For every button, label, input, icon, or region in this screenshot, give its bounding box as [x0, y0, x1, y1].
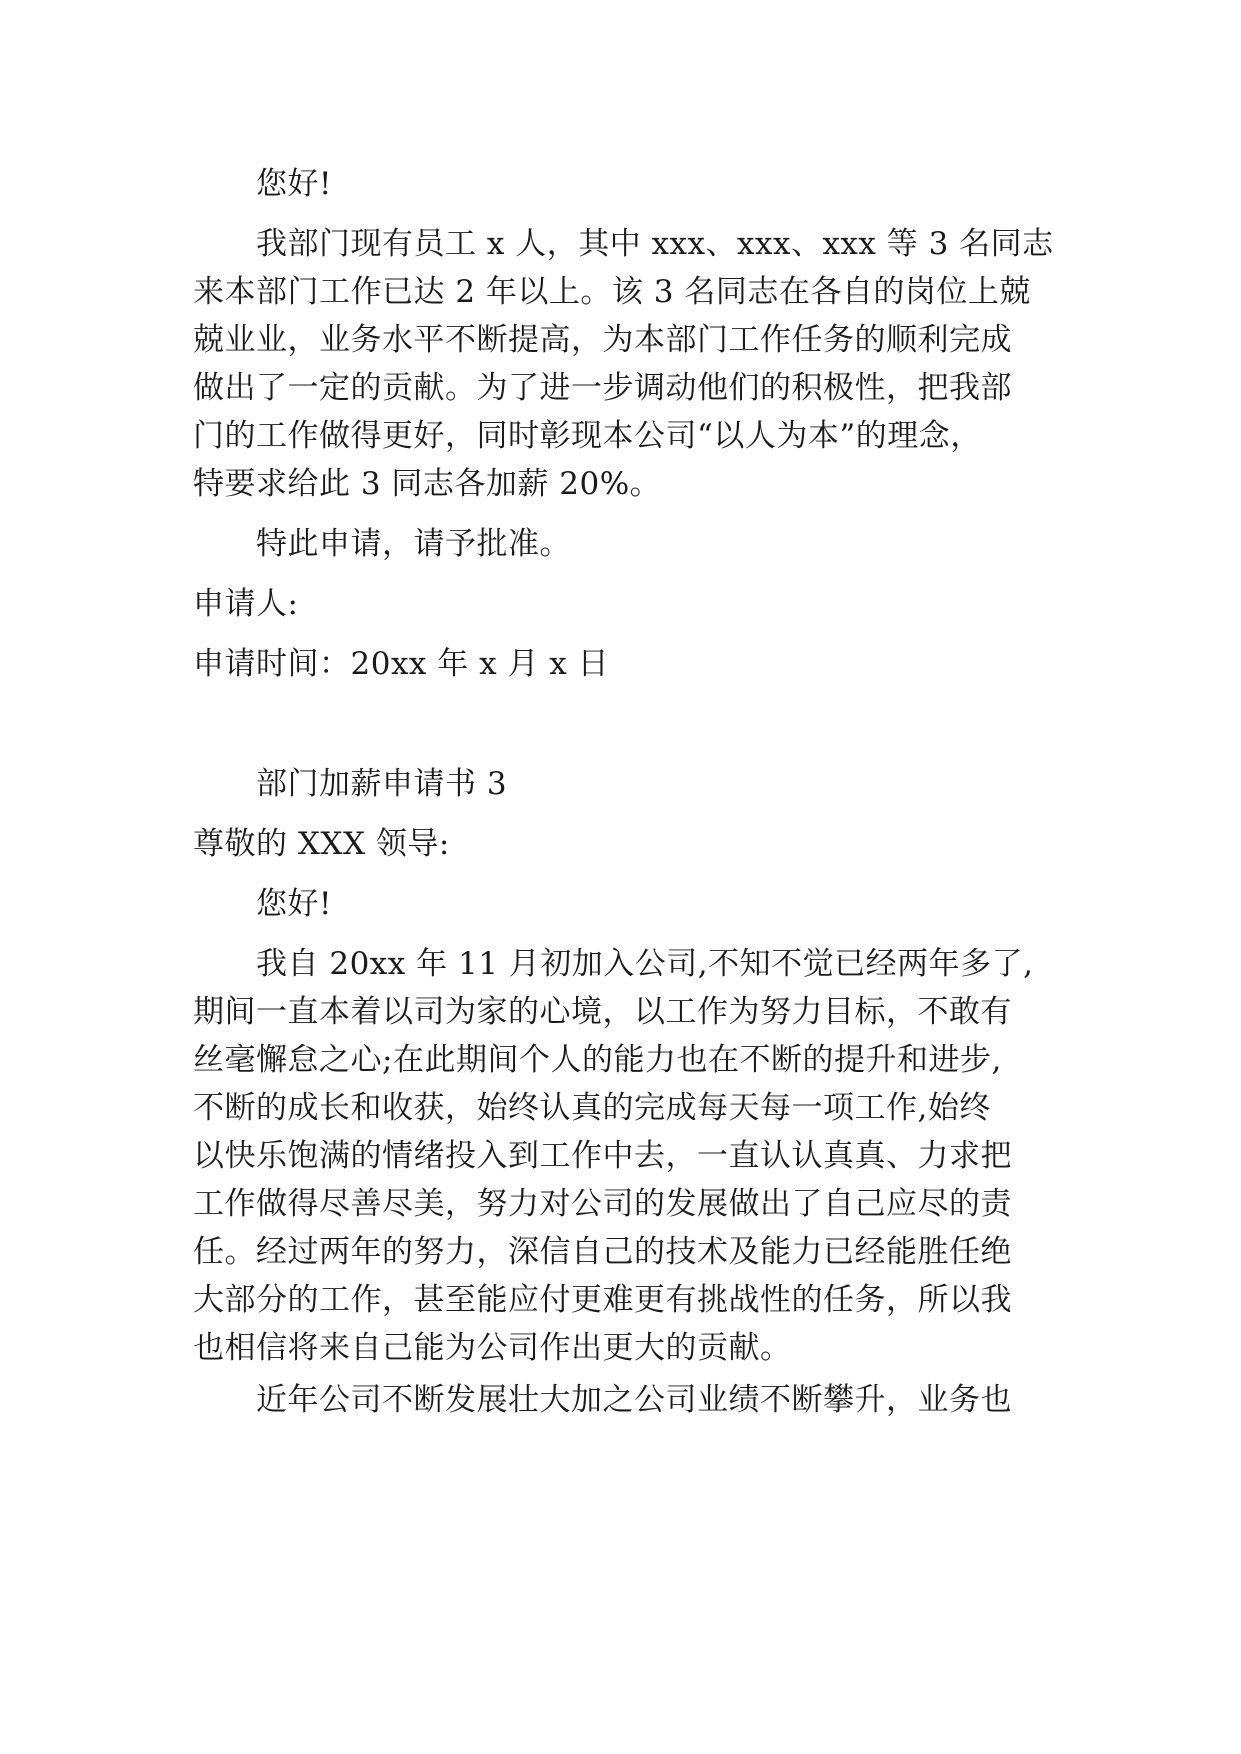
closing-text: 特此申请，请予批准。 [256, 526, 571, 562]
section-title: 部门加薪申请书 3 [256, 766, 508, 802]
body-line: 丝毫懈怠之心;在此期间个人的能力也在不断的提升和进步, [193, 1042, 1002, 1078]
application-date: 申请时间：20xx 年 x 月 x 日 [193, 646, 610, 682]
body-line: 我自 20xx 年 11 月初加入公司,不知不觉已经两年多了, [256, 946, 1034, 982]
body-line: 兢业业，业务水平不断提高，为本部门工作任务的顺利完成 [193, 322, 1012, 358]
body-line: 近年公司不断发展壮大加之公司业绩不断攀升，业务也 [256, 1382, 1012, 1418]
body-line: 大部分的工作，甚至能应付更难更有挑战性的任务，所以我 [193, 1282, 1012, 1318]
body-line: 期间一直本着以司为家的心境，以工作为努力目标，不敢有 [193, 994, 1012, 1030]
applicant-label: 申请人: [193, 586, 299, 622]
body-line: 我部门现有员工 x 人，其中 xxx、xxx、xxx 等 3 名同志 [256, 226, 1054, 262]
body-line: 做出了一定的贡献。为了进一步调动他们的积极性，把我部 [193, 370, 1012, 406]
body-line: 也相信将来自己能为公司作出更大的贡献。 [193, 1330, 792, 1366]
body-line: 特要求给此 3 同志各加薪 20%。 [193, 466, 662, 502]
greeting-text: 您好! [256, 886, 332, 922]
body-line: 以快乐饱满的情绪投入到工作中去，一直认认真真、力求把 [193, 1138, 1012, 1174]
body-line: 门的工作做得更好，同时彰现本公司“以人为本”的理念， [193, 418, 982, 454]
salutation: 尊敬的 XXX 领导: [193, 826, 450, 862]
greeting-text: 您好! [256, 166, 332, 202]
body-line: 来本部门工作已达 2 年以上。该 3 名同志在各自的岗位上兢 [193, 274, 1031, 310]
body-line: 工作做得尽善尽美，努力对公司的发展做出了自己应尽的责 [193, 1186, 1012, 1222]
body-line: 不断的成长和收获，始终认真的完成每天每一项工作,始终 [193, 1090, 991, 1126]
body-line: 任。经过两年的努力，深信自己的技术及能力已经能胜任绝 [193, 1234, 1012, 1270]
